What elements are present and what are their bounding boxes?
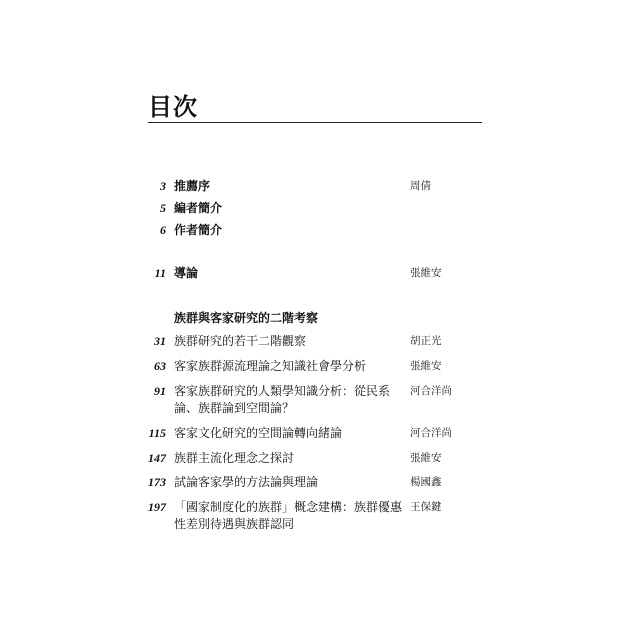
entry-author: 胡正光 (410, 335, 442, 347)
page-number: 147 (148, 451, 166, 465)
page-title: 目次 (148, 92, 198, 121)
entry-author: 河合洋尚 (410, 385, 452, 397)
entry-author: 周倩 (410, 180, 431, 192)
entry-title: 編者簡介 (174, 201, 223, 215)
page-number: 31 (154, 334, 166, 348)
page-number: 11 (154, 266, 166, 280)
entry-title: 推薦序 (174, 179, 211, 193)
entry-author: 張維安 (410, 452, 442, 464)
page-number: 115 (148, 426, 166, 440)
entry-title: 「國家制度化的族群」概念建構：族群優惠性差別待遇與族群認同 (174, 500, 403, 531)
entry-title: 客家文化研究的空間論轉向緒論 (174, 426, 343, 440)
page-number: 63 (154, 359, 166, 373)
entry-title: 客家族群源流理論之知識社會學分析 (174, 359, 367, 373)
page-number: 173 (148, 475, 166, 489)
entry-author: 張維安 (410, 267, 442, 279)
entry-title: 族群研究的若干二階觀察 (174, 334, 307, 348)
entry-title: 族群主流化理念之探討 (174, 451, 295, 465)
entry-title: 導論 (174, 266, 199, 280)
page-number: 197 (148, 500, 166, 514)
entry-author: 張維安 (410, 360, 442, 372)
page-number: 6 (160, 223, 166, 237)
entry-title: 作者簡介 (174, 223, 223, 237)
page-number: 5 (160, 201, 166, 215)
entry-title: 客家族群研究的人類學知識分析：從民系論、族群論到空間論？ (174, 384, 391, 415)
entry-author: 楊國鑫 (410, 476, 442, 488)
entry-title: 試論客家學的方法論與理論 (174, 475, 319, 489)
page-number: 3 (160, 179, 166, 193)
page-number: 91 (154, 384, 166, 398)
entry-author: 王保鍵 (410, 501, 442, 513)
entry-author: 河合洋尚 (410, 427, 452, 439)
section-heading: 族群與客家研究的二階考察 (174, 311, 319, 325)
